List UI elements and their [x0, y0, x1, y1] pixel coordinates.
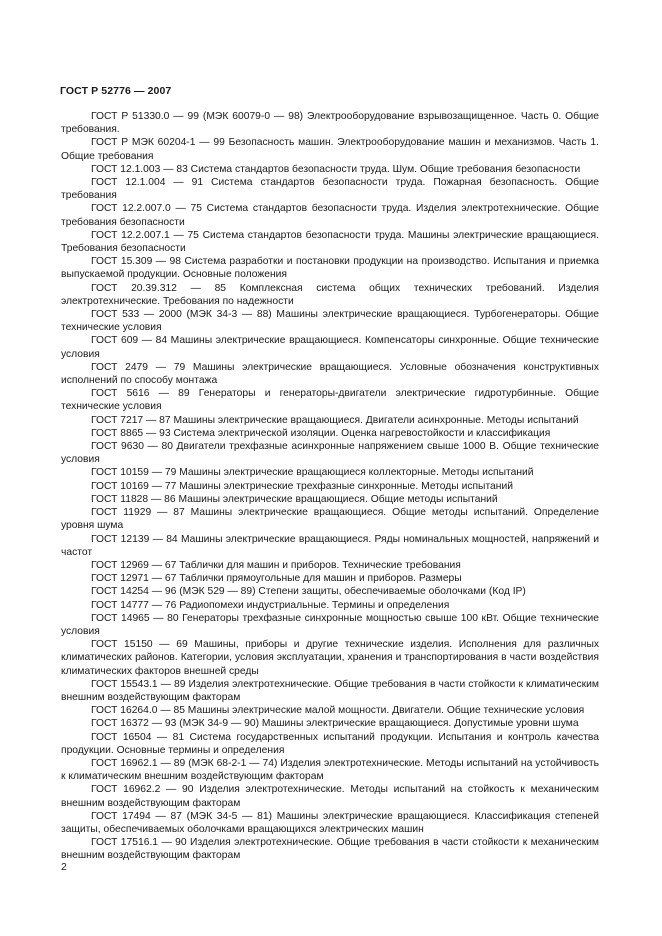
reference-entry: ГОСТ 7217 — 87 Машины электрические вращающиеся. Двигатели асинхронные. Методы испытаний [91, 414, 579, 426]
reference-entry: ГОСТ 16372 — 93 (МЭК 34-9 — 90) Машины электрические вращающиеся. Допустимые уровни шума [91, 718, 579, 730]
reference-entry: ГОСТ 12.2.007.1 — 75 Система стандартов безопасности труда. Машины электрические вращающиеся. Требования безопасности [61, 229, 599, 255]
reference-entry: ГОСТ 20.39.312 — 85 Комплексная система общих технических требований. Изделия электротехнические. Требования по надежности [61, 282, 599, 307]
reference-entry: ГОСТ 8865 — 93 Система электрической изоляции. Оценка нагревостойкости и классификация [91, 427, 551, 439]
reference-entry: ГОСТ 12139 — 84 Машины электрические вращающиеся. Ряды номинальных мощностей, напряжений и частот [61, 533, 599, 558]
reference-entry: ГОСТ 533 — 2000 (МЭК 34-3 — 88) Машины электрические вращающиеся. Турбогенераторы. Общие технические условия [61, 309, 599, 334]
reference-entry: ГОСТ 12.1.004 — 91 Система стандартов безопасности труда. Пожарная безопасность. Общие требования [61, 177, 599, 202]
reference-entry: ГОСТ 10159 — 79 Машины электрические вращающиеся коллекторные. Методы испытаний [91, 467, 534, 479]
reference-entry: ГОСТ 14254 — 96 (МЭК 529 — 89) Степени защиты, обеспечиваемые оболочками (Код IP) [91, 586, 526, 598]
reference-entry: ГОСТ 15.309 — 98 Система разработки и постановки продукции на производство. Испытания и приемка выпускаемой продукции. Основные положения [61, 256, 599, 281]
reference-entry: ГОСТ 12.1.003 — 83 Система стандартов безопасности труда. Шум. Общие требования безопасности [91, 163, 581, 175]
reference-entry: ГОСТ 11929 — 87 Машины электрические вращающиеся. Общие методы испытаний. Определение уровня шума [61, 507, 599, 532]
reference-entry: ГОСТ 11828 — 86 Машины электрические вращающиеся. Общие методы испытаний [91, 493, 498, 505]
reference-entry: ГОСТ 15543.1 — 89 Изделия электротехнические. Общие требования в части стойкости к климатическим внешним воздействующим факторам [61, 678, 599, 703]
reference-entry: ГОСТ 16962.1 — 89 (МЭК 68-2-1 — 74) Изделия электротехнические. Методы испытаний на устойчивость к климатическим внешним воздействующим факторам [61, 757, 599, 783]
reference-entry: ГОСТ 15150 — 69 Машины, приборы и другие технические изделия. Исполнения для различных климатических районов. Категории, условия эксплуатации, хранения и транспортирования в части воздействия климатических факторов внешней среды [61, 639, 599, 677]
reference-entry: ГОСТ 10169 — 77 Машины электрические трехфазные синхронные. Методы испытаний [91, 480, 513, 492]
reference-entry: ГОСТ Р 51330.0 — 99 (МЭК 60079-0 — 98) Электрооборудование взрывозащищенное. Часть 0. Общие требования. [61, 111, 599, 136]
reference-entry: ГОСТ 12969 — 67 Таблички для машин и приборов. Технические требования [91, 559, 461, 571]
document-header: ГОСТ Р 52776 — 2007 [60, 85, 172, 97]
reference-entry: ГОСТ 12.2.007.0 — 75 Система стандартов безопасности труда. Изделия электротехнические. Общие требования безопасности [61, 203, 599, 228]
page-number: 2 [61, 861, 67, 873]
reference-entry: ГОСТ 16962.2 — 90 Изделия электротехнические. Методы испытаний на стойкость к механическим внешним воздействующим факторам [61, 784, 599, 809]
reference-entry: ГОСТ 2479 — 79 Машины электрические вращающиеся. Условные обозначения конструктивных исполнений по способу монтажа [61, 361, 599, 387]
reference-entry: ГОСТ 16504 — 81 Система государственных испытаний продукции. Испытания и контроль качества продукции. Основные термины и определения [61, 731, 599, 756]
reference-entry: ГОСТ 12971 — 67 Таблички прямоугольные для машин и приборов. Размеры [91, 573, 462, 585]
reference-entry: ГОСТ 16264.0 — 85 Машины электрические малой мощности. Двигатели. Общие технические условия [91, 705, 585, 717]
reference-entry: ГОСТ 14965 — 80 Генераторы трехфазные синхронные мощностью свыше 100 кВт. Общие технические условия [61, 612, 599, 637]
reference-entry: ГОСТ Р МЭК 60204-1 — 99 Безопасность машин. Электрооборудование машин и механизмов. Часть 1. Общие требования [61, 137, 599, 162]
normative-references-list [61, 110, 599, 863]
reference-entry: ГОСТ 14777 — 76 Радиопомехи индустриальные. Термины и определения [91, 599, 450, 611]
reference-entry: ГОСТ 609 — 84 Машины электрические вращающиеся. Компенсаторы синхронные. Общие технические условия [61, 335, 599, 360]
reference-entry: ГОСТ 5616 — 89 Генераторы и генераторы-двигатели электрические гидротурбинные. Общие технические условия [61, 388, 599, 413]
reference-entry: ГОСТ 9630 — 80 Двигатели трехфазные асинхронные напряжением свыше 1000 В. Общие технические условия [61, 441, 599, 466]
reference-entry: ГОСТ 17516.1 — 90 Изделия электротехнические. Общие требования в части стойкости к механическим внешним воздействующим факторам [61, 837, 599, 862]
reference-entry: ГОСТ 17494 — 87 (МЭК 34-5 — 81) Машины электрические вращающиеся. Классификация степеней защиты, обеспечиваемых оболочками вращающихся электрических машин [61, 810, 599, 835]
